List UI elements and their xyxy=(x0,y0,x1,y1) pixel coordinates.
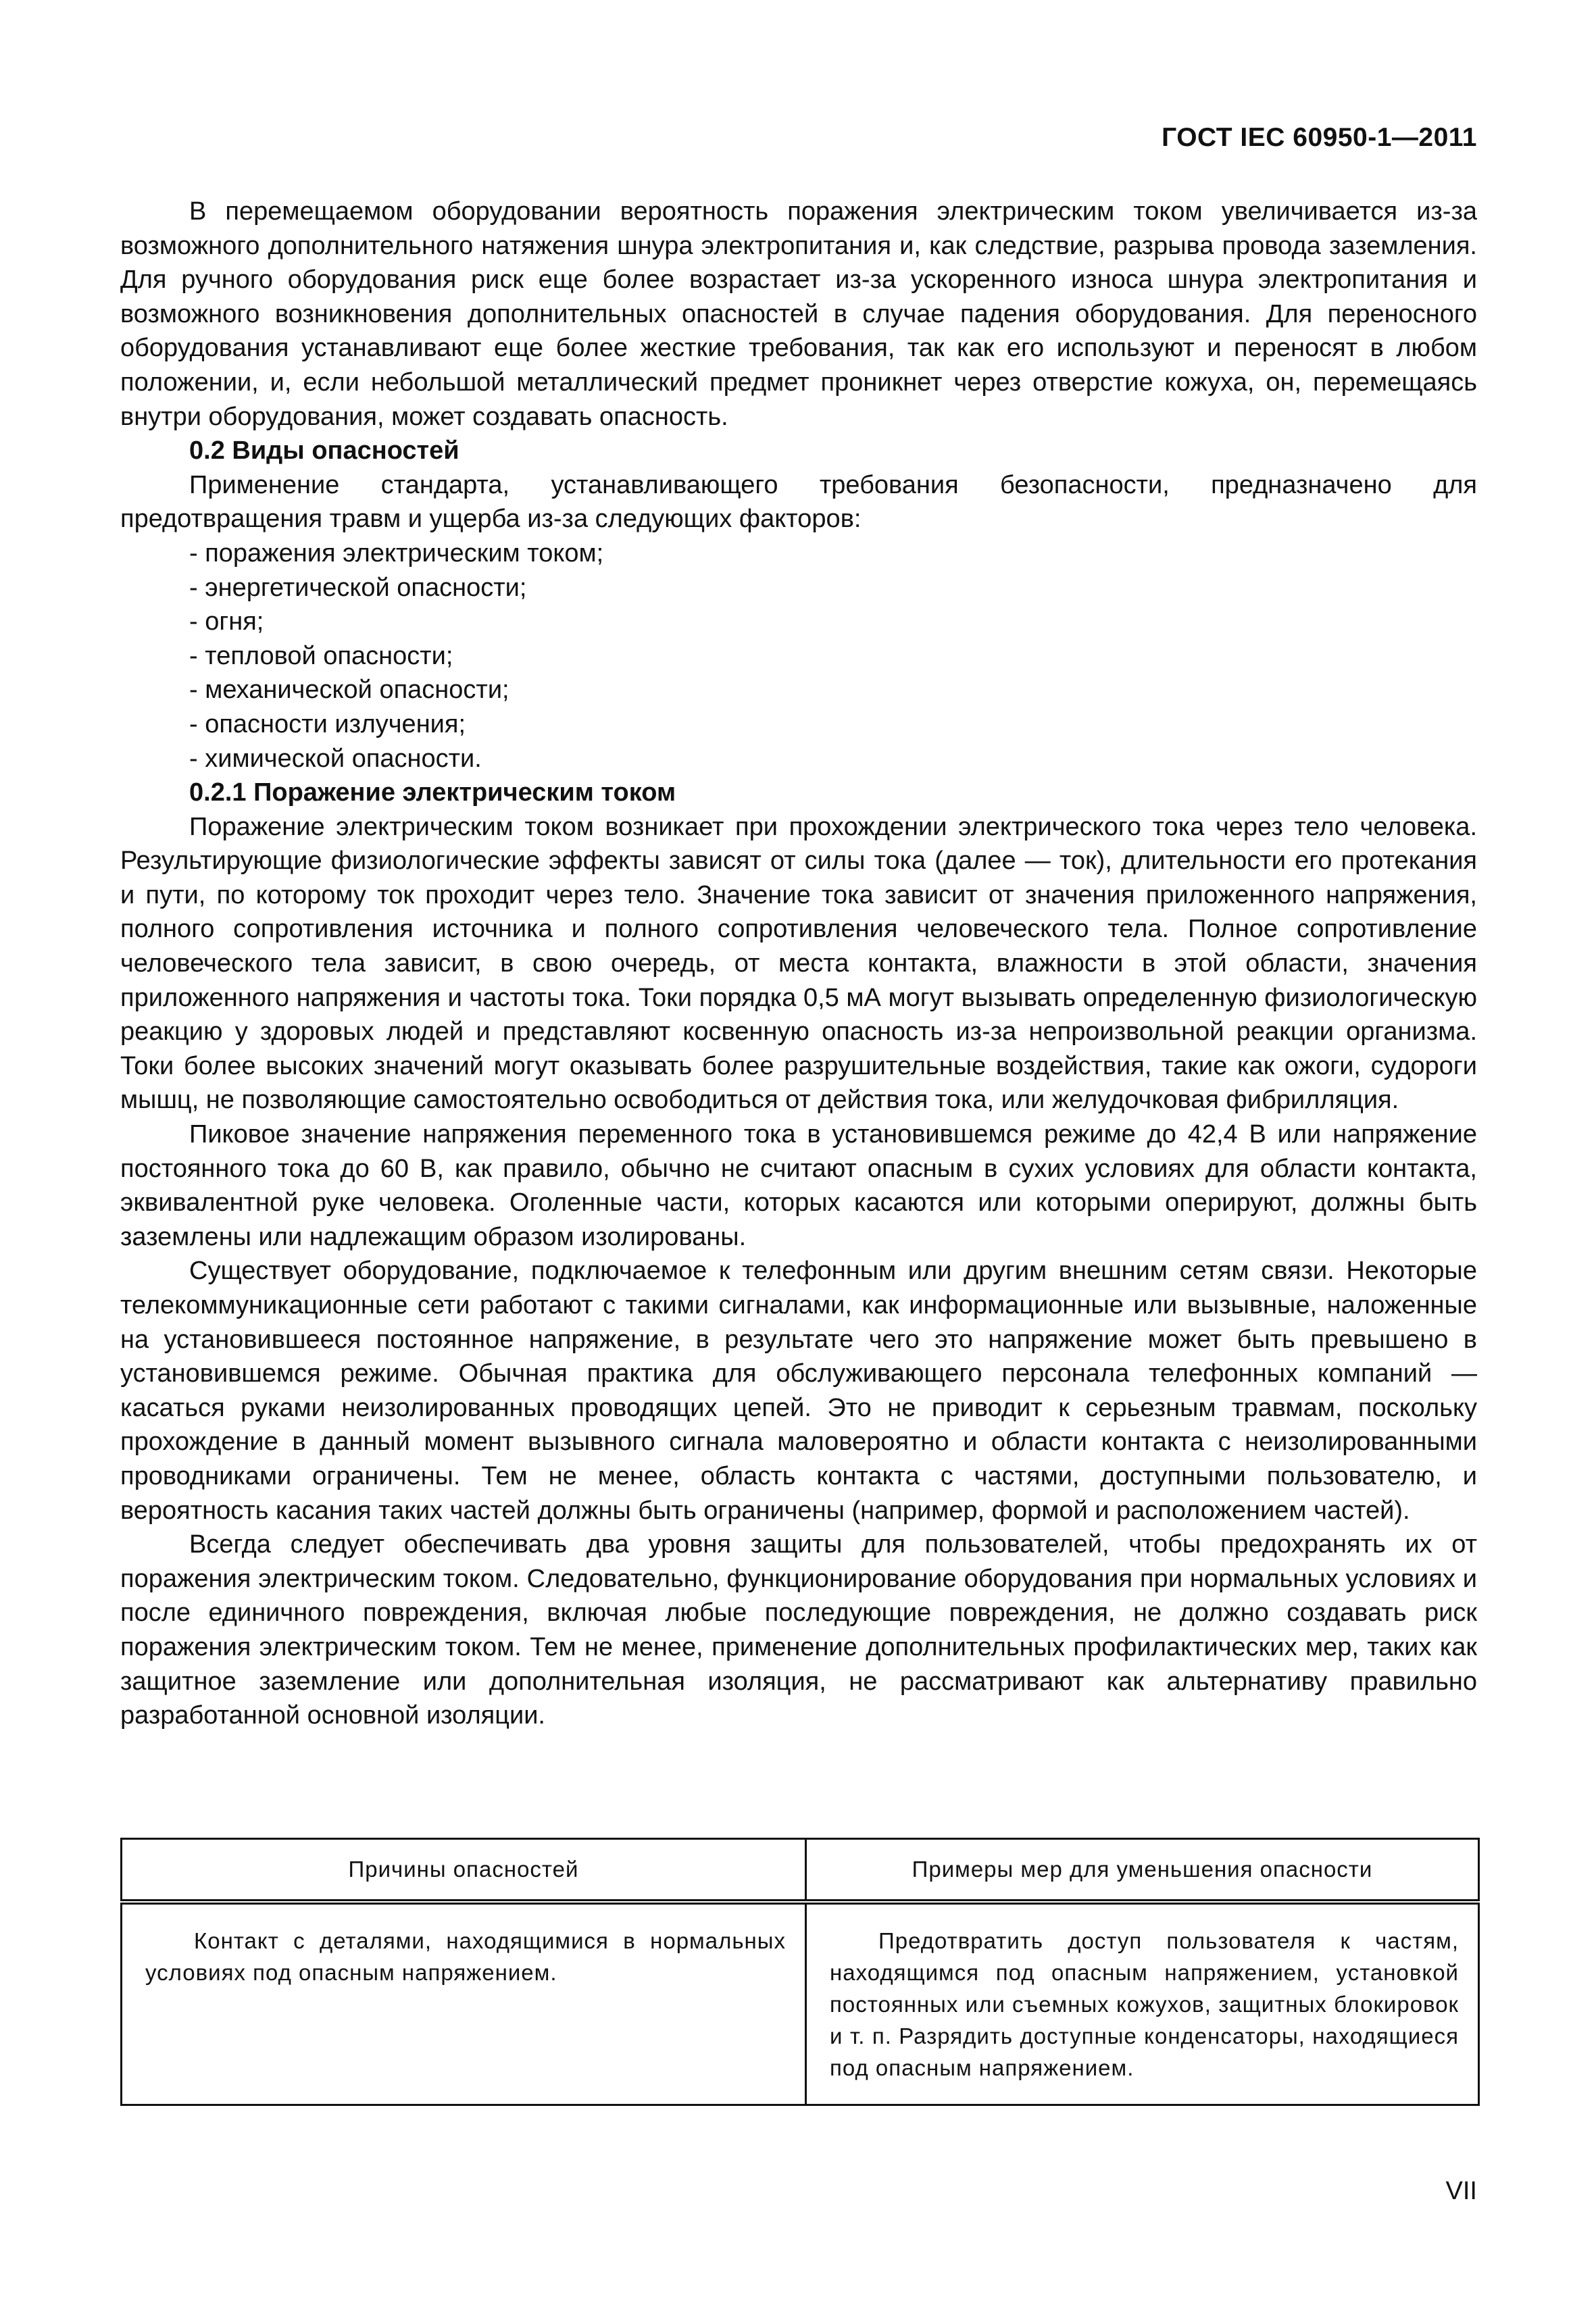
paragraph: Пиковое значение напряжения переменного тока в установившемся режиме до 42,4 В или напряжение постоянного тока до 60 В, как правило, обычно не считают опасным в сухих условиях для области контакта, эквивалентной руке человека. Оголенные части, которых касаются или которыми оперируют, должны быть заземлены или надлежащим образом изолированы. xyxy=(120,1120,1477,1251)
list-item: - поражения электрическим током; xyxy=(189,538,604,568)
column-header: Причины опасностей xyxy=(122,1839,806,1903)
paragraph: Поражение электрическим током возникает при прохождении электрического тока через тело человека. Результирующие физиологические эффекты зависят от силы тока (далее — ток), длительности его протекания и пути, по которому ток проходит через тело. Значение тока зависит от значения приложенного напряжения, полного сопротивления источника и полного сопротивления человеческого тела. Полное сопротивление человеческого тела зависит, в свою очередь, от места контакта, влажности в этой области, значения приложенного напряжения и частоты тока. Токи порядка 0,5 мА могут вызывать определенную физиологическую реакцию у здоровых людей и представляют косвенную опасность из-за непроизвольной реакции организма. Токи более высоких значений могут оказывать более разрушительные воздействия, такие как ожоги, судороги мышц, не позволяющие самостоятельно освободиться от действия тока, или желудочковая фибрилляция. xyxy=(120,812,1477,1115)
page-number: VII xyxy=(1445,2177,1477,2205)
list-item: - химической опасности. xyxy=(189,744,482,773)
table-cell xyxy=(122,1902,806,2105)
list-item: - тепловой опасности; xyxy=(189,641,453,670)
table-header-row xyxy=(122,1839,1479,1903)
paragraph: Всегда следует обеспечивать два уровня защиты для пользователей, чтобы предохранять их от поражения электрическим током. Следовательно, функционирование оборудования при нормальных условиях и после единичного повреждения, включая любые последующие повреждения, не должно создавать риск поражения электрическим током. Тем не менее, применение дополнительных профилактических мер, таких как защитное заземление или дополнительная изоляция, не рассматривают как альтернативу правильно разработанной основной изоляции. xyxy=(120,1530,1477,1730)
document-header: ГОСТ IEC 60950-1—2011 xyxy=(1162,123,1477,152)
cell-text: Предотвратить доступ пользователя к частям, находящимся под опасным напряжением, установкой постоянных или съемных кожухов, защитных блокировок и т. п. Разрядить доступные конденсаторы, находящиеся под опасным напряжением. xyxy=(830,1928,1459,2080)
subsection-heading: 0.2.1 Поражение электрическим током xyxy=(189,778,676,807)
body-text xyxy=(120,195,1477,1733)
list-item: - огня; xyxy=(189,607,264,636)
paragraph: Применение стандарта, устанавливающего требования безопасности, предназначено для предотвращения травм и ущерба из-за следующих факторов: xyxy=(120,470,1477,534)
table-row xyxy=(122,1902,1479,2105)
column-header: Примеры мер для уменьшения опасности xyxy=(806,1839,1479,1903)
cell-text: Контакт с деталями, находящимися в нормальных условиях под опасным напряжением. xyxy=(145,1928,786,1985)
paragraph: В перемещаемом оборудовании вероятность поражения электрическим током увеличивается из-за возможного дополнительного натяжения шнура электропитания и, как следствие, разрыва провода заземления. Для ручного оборудования риск еще более возрастает из-за ускоренного износа шнура электропитания и возможного возникновения дополнительных опасностей в случае падения оборудования. Для переносного оборудования устанавливают еще более жесткие требования, так как его используют и переносят в любом положении, и, если небольшой металлический предмет проникнет через отверстие кожуха, он, перемещаясь внутри оборудования, может создавать опасность. xyxy=(120,197,1477,431)
section-heading: 0.2 Виды опасностей xyxy=(189,436,459,466)
table-cell xyxy=(806,1902,1479,2105)
list-item: - механической опасности; xyxy=(189,676,509,705)
hazard-table xyxy=(120,1838,1480,2106)
paragraph: Существует оборудование, подключаемое к телефонным или другим внешним сетям связи. Некоторые телекоммуникационные сети работают с такими сигналами, как информационные или вызывные, наложенные на установившееся постоянное напряжение, в результате чего это напряжение может быть превышено в установившемся режиме. Обычная практика для обслуживающего персонала телефонных компаний — касаться руками неизолированных проводящих цепей. Это не приводит к серьезным травмам, поскольку прохождение в данный момент вызывного сигнала маловероятно и области контакта с неизолированными проводниками ограничены. Тем не менее, область контакта с частями, доступными пользователю, и вероятность касания таких частей должны быть ограничены (например, формой и расположением частей). xyxy=(120,1257,1477,1525)
hazard-table-container xyxy=(120,1838,1480,2106)
list-item: - энергетической опасности; xyxy=(189,573,527,602)
list-item: - опасности излучения; xyxy=(189,709,466,738)
